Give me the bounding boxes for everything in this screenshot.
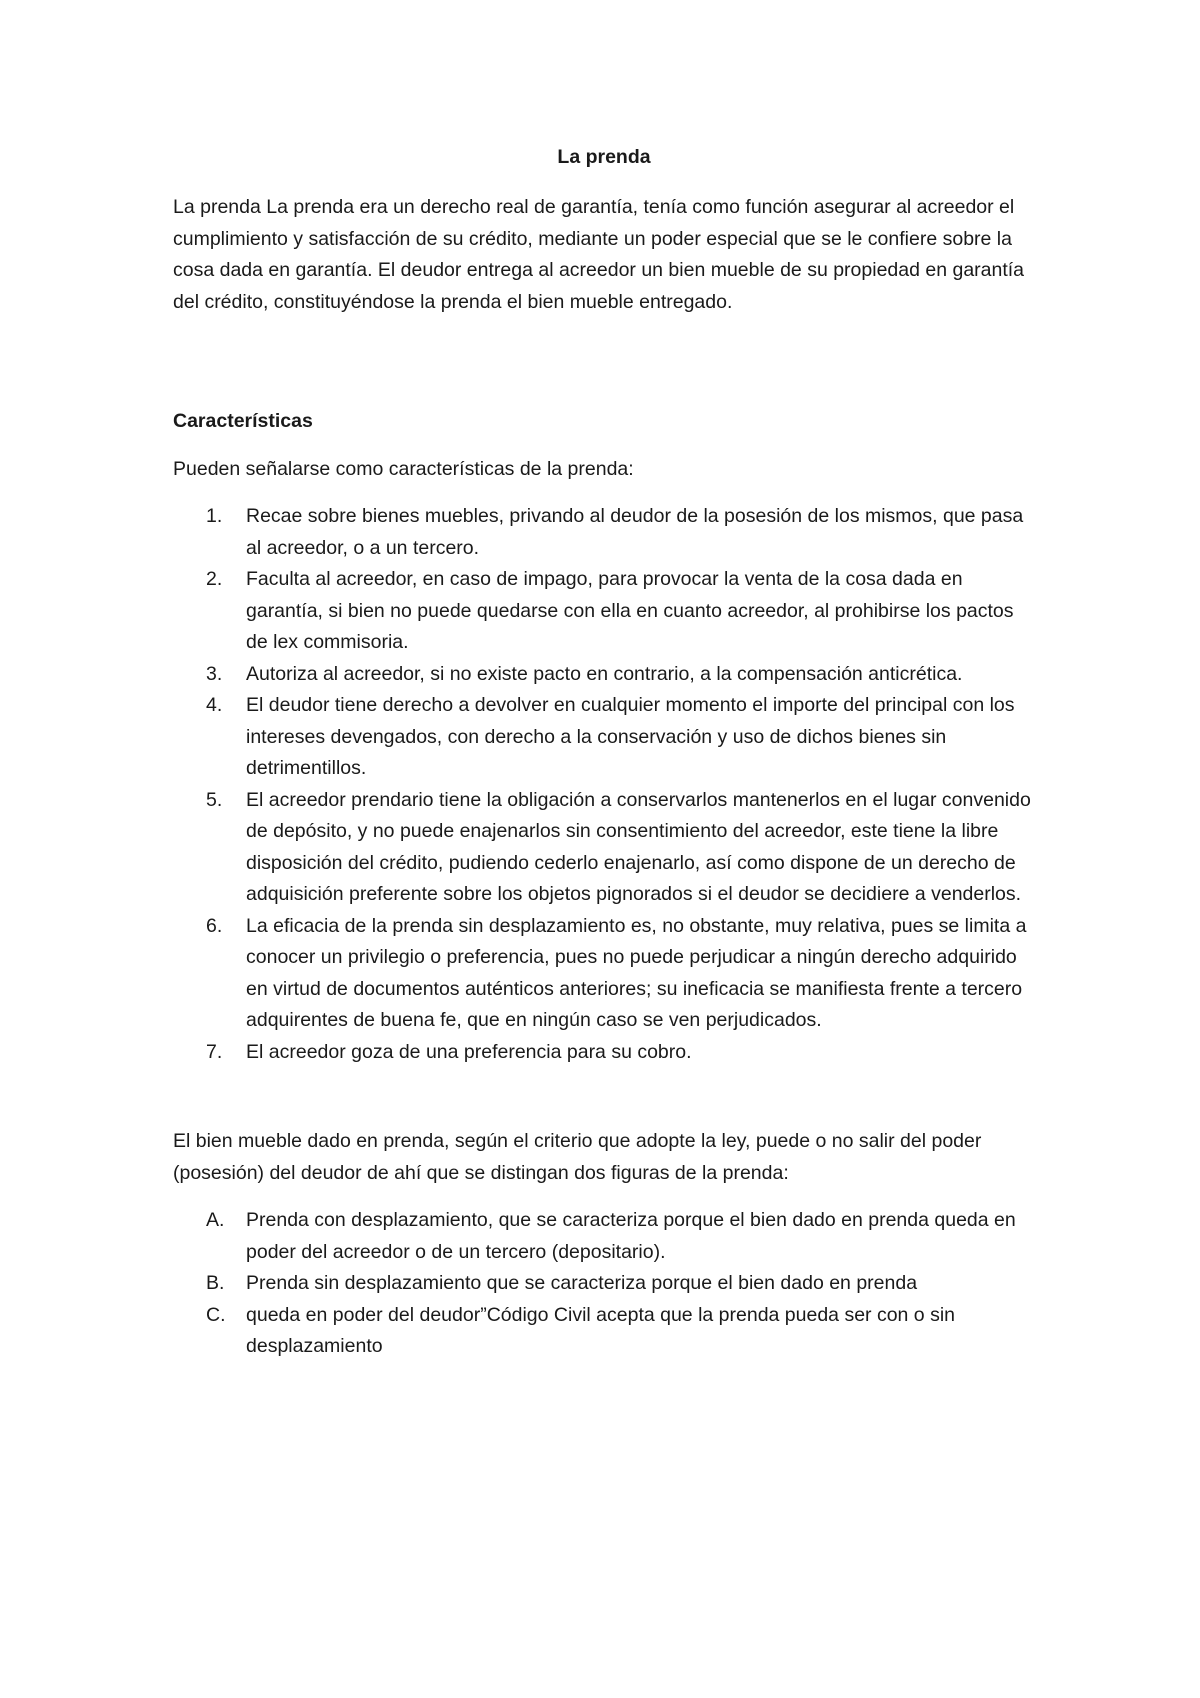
list-marker: A. [206, 1209, 225, 1231]
list-item-text: Recae sobre bienes muebles, privando al deudor de la posesión de los mismos, que pasa al acreedor, o a un tercero. [246, 505, 1024, 559]
list-item [173, 785, 1035, 911]
document-title: La prenda [557, 146, 651, 168]
list-item [173, 911, 1035, 1037]
list-item-text: Prenda con desplazamiento, que se caracteriza porque el bien dado en prenda queda en poder del acreedor o de un tercero (depositario). [246, 1209, 1016, 1263]
intro-paragraph: La prenda La prenda era un derecho real de garantía, tenía como función asegurar al acreedor el cumplimiento y satisfacción de su crédito, mediante un poder especial que se le confiere sobre la cosa dada en garantía. El deudor entrega al acreedor un bien mueble de su propiedad en garantía del crédito, constituyéndose la prenda el bien mueble entregado. [173, 196, 1025, 313]
characteristics-list [173, 501, 1035, 1068]
list-item [173, 690, 1035, 785]
list-item-text: El deudor tiene derecho a devolver en cualquier momento el importe del principal con los intereses devengados, con derecho a la conservación y uso de dichos bienes sin detrimentillos. [246, 694, 1015, 779]
list-item-text: Autoriza al acreedor, si no existe pacto en contrario, a la compensación anticrética. [246, 662, 963, 685]
list-marker: C. [206, 1303, 226, 1326]
list-item [173, 1205, 1035, 1268]
list-item [173, 1037, 1035, 1069]
list-marker: 1. [206, 505, 223, 527]
list-item-text: El acreedor goza de una preferencia para su cobro. [246, 1040, 692, 1063]
list-item-text: Faculta al acreedor, en caso de impago, para provocar la venta de la cosa dada en garantía, si bien no puede quedarse con ella en cuanto acreedor, al prohibirse los pactos de lex commisoria. [246, 568, 1014, 653]
document-page [173, 140, 1035, 1363]
section-heading: Características [173, 410, 313, 432]
list-item [173, 1300, 1035, 1363]
list-item-text: La eficacia de la prenda sin desplazamiento es, no obstante, muy relativa, pues se limita a conocer un privilegio o preferencia, pues no puede perjudicar a ningún derecho adquirido en virtud de documentos auténticos anteriores; su ineficacia se manifiesta frente a tercero adquirentes de buena fe, que en ningún caso se ven perjudicados. [246, 914, 1027, 1031]
list-item-text: queda en poder del deudor”Código Civil acepta que la prenda pueda ser con o sin desplazamiento [246, 1303, 955, 1357]
closing-paragraph: El bien mueble dado en prenda, según el criterio que adopte la ley, puede o no salir del poder (posesión) del deudor de ahí que se distingan dos figuras de la prenda: [173, 1130, 982, 1184]
figures-list [173, 1205, 1035, 1363]
list-item [173, 1268, 1035, 1300]
section-lead: Pueden señalarse como características de la prenda: [173, 457, 634, 480]
list-marker: B. [206, 1272, 225, 1294]
list-item-text: El acreedor prendario tiene la obligación a conservarlos mantenerlos en el lugar convenido de depósito, y no puede enajenarlos sin consentimiento del acreedor, este tiene la libre disposición del crédito, pudiendo cederlo enajenarlo, así como dispone de un derecho de adquisición preferente sobre los objetos pignorados si el deudor se decidiere a venderlos. [246, 788, 1031, 905]
list-item [173, 564, 1035, 659]
list-item [173, 659, 1035, 691]
list-item [173, 501, 1035, 564]
list-marker: 2. [206, 568, 223, 590]
list-item-text: Prenda sin desplazamiento que se caracteriza porque el bien dado en prenda [246, 1272, 918, 1294]
list-marker: 3. [206, 662, 223, 685]
list-marker: 5. [206, 788, 223, 811]
list-marker: 4. [206, 694, 223, 716]
list-marker: 6. [206, 914, 223, 937]
list-marker: 7. [206, 1040, 223, 1063]
